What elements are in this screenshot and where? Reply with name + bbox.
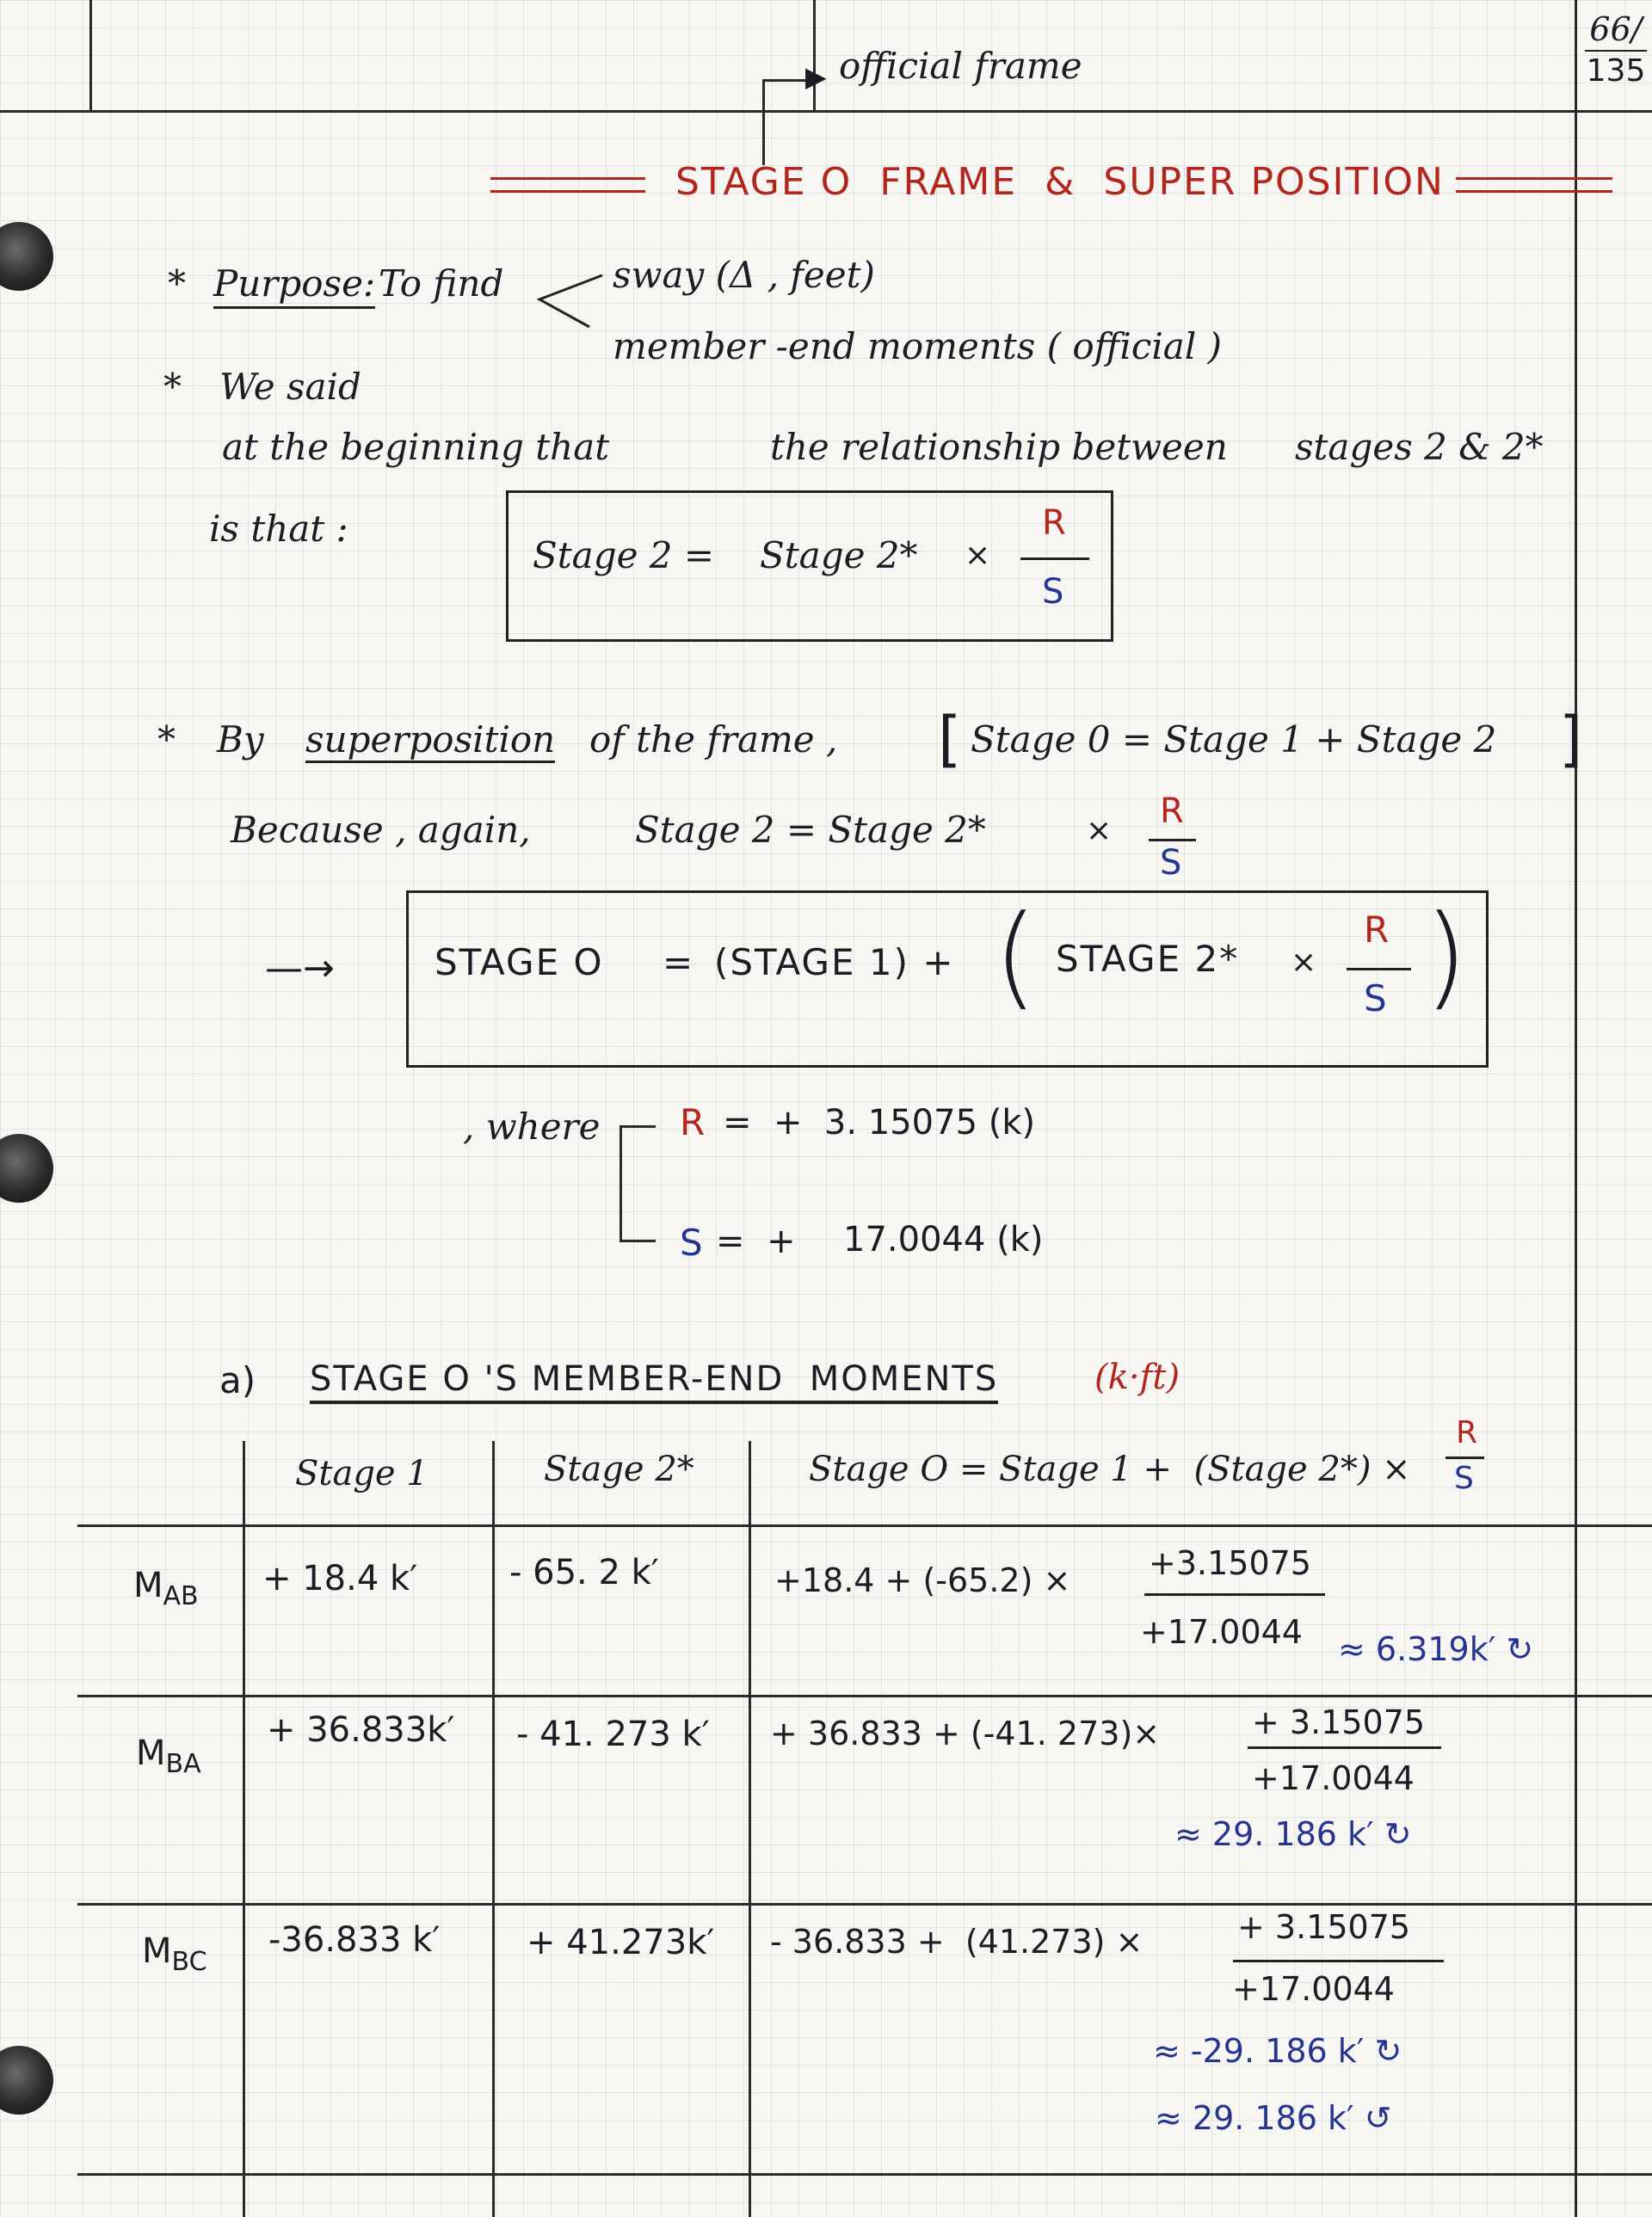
row2-expr: + 36.833 + (-41. 273)×	[770, 1715, 1161, 1752]
title-rule-right	[1456, 177, 1612, 193]
box1-times: ×	[965, 538, 991, 573]
right-margin-line	[1575, 0, 1577, 2217]
row3-fraction-bar	[1233, 1960, 1444, 1962]
table-row3-rule	[77, 2173, 1652, 2176]
because-num: R	[1160, 791, 1184, 831]
table-row2-rule	[77, 1903, 1652, 1906]
header-fraction-bar	[1446, 1456, 1484, 1459]
table-col-divider-3	[749, 1441, 751, 2217]
row1-stage2: - 65. 2 k′	[509, 1553, 659, 1592]
title-rule-left	[490, 177, 645, 193]
purpose-item-sway: sway (Δ , feet)	[613, 254, 875, 296]
table-col-divider-1	[243, 1441, 245, 2217]
box1-fraction-bar	[1020, 557, 1089, 560]
page-number	[1581, 10, 1650, 89]
row3-result1: ≈ -29. 186 k′ ↻	[1153, 2032, 1402, 2070]
header-stage1: Stage 1	[295, 1454, 428, 1493]
where-r-label: R	[680, 1101, 706, 1143]
because-times: ×	[1086, 813, 1113, 848]
row1-den: +17.0044	[1140, 1613, 1303, 1651]
said-star: *	[163, 366, 182, 408]
because-stage2: Stage 2 = Stage 2*	[635, 809, 986, 851]
said-line2b: the relationship between	[770, 426, 1228, 468]
purpose-item-moments: member -end moments ( official )	[613, 325, 1223, 367]
official-frame-label: official frame	[839, 45, 1082, 87]
said-line3: is that :	[209, 508, 348, 550]
row3-stage1: -36.833 k′	[268, 1920, 441, 1960]
table-row1-rule	[77, 1695, 1652, 1697]
box2-stage1: (STAGE 1) +	[714, 941, 955, 983]
row1-fraction-bar	[1144, 1593, 1325, 1596]
header-stage2: Stage 2*	[544, 1450, 694, 1489]
row1-stage1: + 18.4 k′	[262, 1559, 418, 1598]
row1-label-sub: AB	[163, 1581, 199, 1611]
row3-num: + 3.15075	[1237, 1908, 1411, 1946]
superpos-bracket-equation: Stage 0 = Stage 1 + Stage 2	[971, 718, 1497, 761]
where-bracket-bottom	[620, 1240, 656, 1242]
binder-hole-1	[0, 222, 53, 291]
said-line1: We said	[219, 366, 361, 408]
row1-expr: +18.4 + (-65.2) ×	[774, 1561, 1071, 1599]
row3-expr: - 36.833 + (41.273) ×	[770, 1923, 1143, 1961]
header-stage0: Stage O = Stage 1 + (Stage 2*) ×	[809, 1450, 1411, 1489]
row2-stage2: - 41. 273 k′	[516, 1715, 710, 1754]
box1-den: S	[1042, 572, 1064, 612]
where-bracket-top	[620, 1125, 656, 1128]
row1-label	[133, 1566, 199, 1611]
purpose-label: Purpose:	[213, 262, 375, 309]
row2-result: ≈ 29. 186 k′ ↻	[1174, 1815, 1412, 1853]
official-frame-arrowhead: ▶	[805, 60, 827, 93]
because-den: S	[1160, 843, 1182, 883]
superpos-rest: of the frame ,	[589, 718, 838, 761]
section-a-unit: (k·ft)	[1094, 1358, 1180, 1397]
row3-den: +17.0044	[1232, 1970, 1395, 2008]
row1-num: +3.15075	[1149, 1544, 1311, 1582]
row3-label-sub: BC	[171, 1947, 207, 1977]
box2-paren-left: (	[994, 890, 1038, 1021]
header-num: R	[1456, 1415, 1478, 1450]
official-frame-pointer-stem	[762, 79, 765, 165]
where-s-label: S	[680, 1222, 703, 1264]
page-number-top: 66/	[1589, 10, 1643, 48]
box2-times: ×	[1291, 945, 1317, 980]
box2-num: R	[1364, 908, 1390, 951]
superpos-bracket-right: ]	[1559, 704, 1583, 774]
section-a-heading: STAGE O 'S MEMBER-END MOMENTS	[310, 1359, 998, 1404]
where-s-sign: = +	[716, 1222, 796, 1261]
top-rule	[0, 110, 1652, 113]
row2-label-sub: BA	[165, 1749, 201, 1779]
box2-arrow: —→	[265, 946, 335, 990]
said-line2c: stages 2 & 2*	[1295, 426, 1544, 468]
superpos-star: *	[157, 718, 176, 761]
where-s-value: 17.0044 (k)	[843, 1220, 1044, 1259]
where-r-value: = + 3. 15075 (k)	[723, 1103, 1036, 1142]
row2-label-main: M	[136, 1734, 166, 1773]
table-col-divider-2	[492, 1441, 495, 2217]
binder-hole-2	[0, 1134, 53, 1203]
superpos-by: By	[217, 718, 264, 761]
row3-label-main: M	[142, 1931, 172, 1971]
box-stage0-superposition	[406, 890, 1489, 1068]
because-text: Because , again,	[231, 809, 531, 851]
box2-eq: =	[663, 941, 693, 983]
header-den: S	[1454, 1461, 1474, 1496]
page-title: STAGE O FRAME & SUPER POSITION	[675, 160, 1445, 204]
purpose-lead: To find	[379, 262, 504, 305]
box1-num: R	[1042, 503, 1066, 543]
row2-stage1: + 36.833k′	[267, 1710, 455, 1750]
box2-stage2: STAGE 2*	[1056, 938, 1240, 980]
purpose-star: *	[168, 262, 186, 305]
purpose-fork	[529, 265, 607, 334]
row1-result: ≈ 6.319k′ ↻	[1338, 1630, 1534, 1668]
row2-den: +17.0044	[1252, 1759, 1415, 1797]
superpos-bracket-left: [	[938, 704, 962, 774]
where-bracket-stem	[620, 1125, 622, 1241]
box1-rhs: Stage 2*	[760, 534, 918, 576]
box2-den: S	[1364, 977, 1387, 1019]
box-stage2-relation	[506, 490, 1113, 642]
row3-label	[142, 1931, 207, 1977]
left-margin-line	[89, 0, 92, 110]
said-line2a: at the beginning that	[222, 426, 610, 468]
superpos-word: superposition	[305, 718, 555, 763]
section-a-prefix: a)	[219, 1359, 256, 1401]
page-number-bottom: 135	[1586, 53, 1646, 89]
row3-stage2: + 41.273k′	[527, 1923, 715, 1962]
binder-hole-3	[0, 2046, 53, 2115]
row1-label-main: M	[133, 1566, 163, 1605]
row3-result2: ≈ 29. 186 k′ ↺	[1155, 2099, 1392, 2137]
center-divider-line	[813, 0, 816, 110]
box2-lhs: STAGE O	[435, 941, 604, 983]
row2-fraction-bar	[1248, 1746, 1441, 1749]
box2-fraction-bar	[1347, 968, 1411, 970]
because-fraction-bar	[1149, 839, 1196, 841]
where-label: , where	[463, 1105, 601, 1148]
row2-num: + 3.15075	[1252, 1703, 1426, 1741]
row2-label	[136, 1734, 201, 1779]
box2-paren-right: )	[1424, 890, 1468, 1021]
box1-lhs: Stage 2 =	[533, 534, 715, 576]
table-header-rule	[77, 1524, 1652, 1527]
